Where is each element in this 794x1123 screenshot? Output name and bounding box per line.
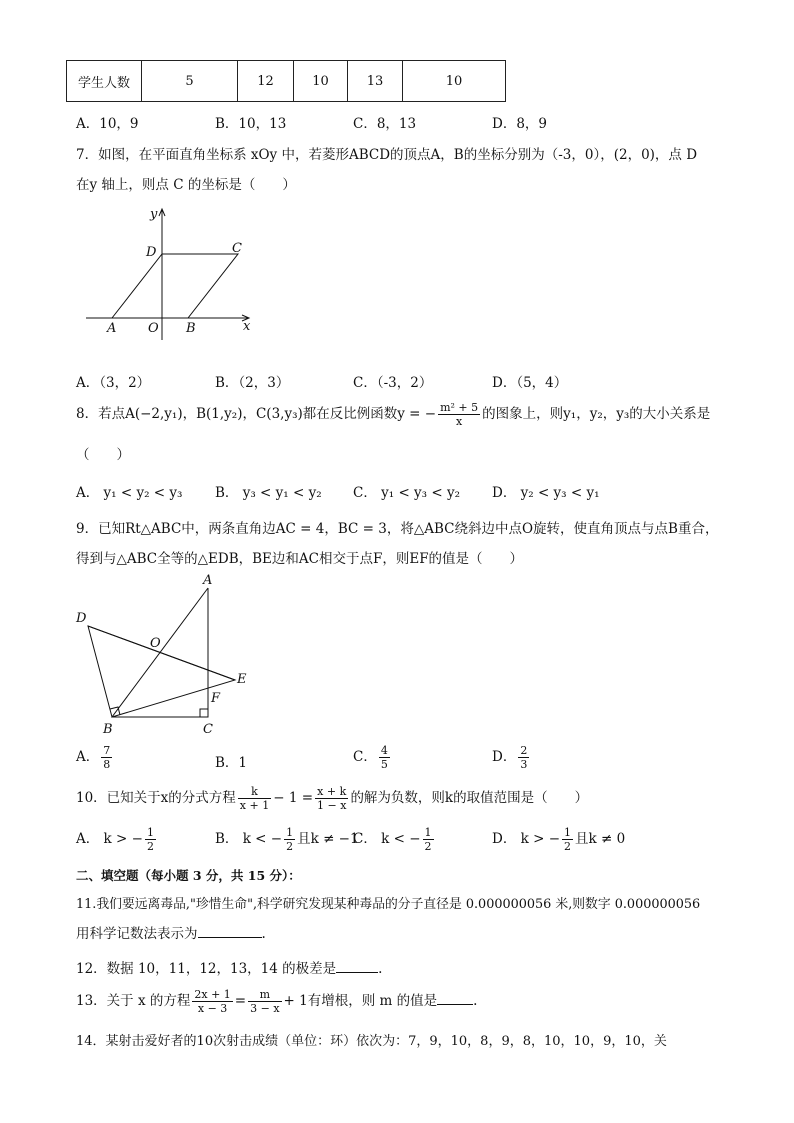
q11-answer-blank[interactable] [198, 925, 262, 938]
q12-answer-blank[interactable] [336, 960, 378, 973]
q9-option-d [492, 744, 531, 771]
q13-f2-num: m [248, 988, 281, 1002]
q10-opt-d-pre: D． k > − [492, 831, 561, 847]
label-b: B [186, 321, 196, 336]
label-a: A [107, 321, 117, 336]
q8-option-b: B． y₃ < y₁ < y₂ [215, 485, 322, 501]
q6-option-c: C．8，13 [353, 116, 417, 132]
label-d: D [146, 245, 157, 260]
right-angle-c [200, 709, 208, 717]
q10-option-c [353, 826, 436, 853]
q10-opt-b-post: 且k ≠ −1 [297, 831, 359, 847]
q10-option-d [492, 826, 625, 853]
q10-f2-den: 1 − x [317, 799, 347, 812]
q10-opt-d-den: 2 [564, 840, 572, 853]
q6-option-b: B．10，13 [215, 116, 287, 132]
q11-line1: 11.我们要远离毒品,"珍惜生命",科学研究发现某种毒品的分子直径是 0.000000056 米,则数字 0.000000056 [76, 897, 701, 912]
q7-option-d: D．（5，4） [492, 375, 568, 391]
section-title: 二、填空题（每小题 3 分，共 15 分）： [76, 868, 301, 883]
q13-pre: 13．关于 x 的方程 [76, 993, 191, 1009]
q12-line [76, 957, 382, 977]
q10-mid: − 1 = [273, 790, 314, 806]
label-b: B [103, 722, 113, 737]
q8-option-d: D． y₂ < y₃ < y₁ [492, 485, 600, 501]
q10-option-b [215, 826, 359, 853]
q10-option-a [76, 826, 158, 853]
q10-opt-a-den: 2 [146, 840, 154, 853]
q8-pre: 8．若点A(−2,y₁)，B(1,y₂)，C(3,y₃)都在反比例函数y = − [76, 406, 437, 422]
q9-line1: 9．已知Rt△ABC中，两条直角边AC = 4，BC = 3，将△ABC绕斜边中点O旋转，使直角顶点与点B重合， [76, 521, 719, 537]
q8-option-a: A． y₁ < y₂ < y₃ [76, 485, 183, 501]
q9-opt-c-den: 5 [380, 758, 388, 771]
q9-opt-d-num: 2 [520, 744, 528, 757]
table-row [67, 61, 506, 102]
q9-opt-c-num: 4 [380, 744, 388, 757]
q8-frac-den: x [456, 415, 463, 428]
q13-post: + 1有增根，则 m 的值是 [283, 993, 438, 1009]
q8-frac-num: m² + 5 [440, 401, 479, 414]
table-cell: 13 [348, 61, 403, 102]
q9-opt-a-den: 8 [103, 758, 111, 771]
q8-post: 的图象上，则y₁，y₂，y₃的大小关系是 [482, 406, 711, 422]
table-cell: 5 [142, 61, 238, 102]
q14-line: 14．某射击爱好者的10次射击成绩（单位：环）依次为：7，9，10，8，9，8，10，10，9，10，关 [76, 1034, 667, 1049]
q10-opt-d-num: 1 [564, 826, 572, 839]
q13-f1-den: x − 3 [197, 1002, 228, 1015]
q10-f1-den: x + 1 [239, 799, 270, 812]
q9-option-c [353, 744, 392, 771]
label-e: E [237, 672, 247, 687]
q10-opt-c-pre: C． k < − [353, 831, 421, 847]
q13-f2-den: 3 − x [250, 1002, 280, 1015]
table-cell: 10 [294, 61, 348, 102]
table-header-cell: 学生人数 [67, 61, 142, 102]
label-x: x [243, 319, 251, 334]
q12-end: . [378, 961, 383, 977]
q10-f2-num: x + k [315, 785, 348, 799]
q10-f1-num: k [238, 785, 271, 799]
q10-opt-d-post: 且k ≠ 0 [575, 831, 626, 847]
q8-line1 [76, 401, 710, 428]
segment-de [88, 626, 235, 680]
q7-figure [76, 200, 276, 350]
q8-line2: （ ） [76, 447, 130, 463]
q8-fraction [438, 401, 480, 428]
q7-line1: 7．如图，在平面直角坐标系 xOy 中，若菱形ABCD的顶点A，B的坐标分别为（-3，0），(2，0)，点 D [76, 147, 698, 163]
q6-option-d: D．8，9 [492, 116, 548, 132]
q13-end: . [473, 993, 478, 1009]
q10-post: 的解为负数，则k的取值范围是（ ） [350, 790, 589, 806]
label-c: C [203, 722, 213, 737]
q10-opt-c-den: 2 [424, 840, 432, 853]
q11-end: . [261, 926, 266, 942]
q9-option-a [76, 744, 114, 771]
q9-opt-c-label: C． [353, 749, 377, 765]
q7-line2: 在y 轴上，则点 C 的坐标是（ ） [76, 177, 296, 193]
q10-opt-c-num: 1 [424, 826, 432, 839]
q10-opt-b-den: 2 [286, 840, 294, 853]
q10-pre: 10．已知关于x的分式方程 [76, 790, 236, 806]
q9-opt-a-label: A． [76, 749, 100, 765]
q7-option-a: A．（3，2） [76, 375, 151, 391]
label-f: F [211, 691, 221, 706]
q10-opt-b-pre: B． k < − [215, 831, 283, 847]
label-a: A [203, 573, 213, 588]
q9-opt-d-den: 3 [520, 758, 528, 771]
q10-line1 [76, 785, 588, 812]
q11-line2 [76, 922, 266, 942]
label-y: y [150, 207, 158, 222]
q9-option-b: B．1 [215, 755, 248, 771]
q7-option-c: C．（-3，2） [353, 375, 433, 391]
q7-option-b: B．（2，3） [215, 375, 290, 391]
table-cell: 12 [238, 61, 294, 102]
q9-opt-d-label: D． [492, 749, 517, 765]
q10-opt-a-num: 1 [146, 826, 154, 839]
label-c: C [232, 241, 242, 256]
q6-option-a: A．10，9 [76, 116, 139, 132]
q9-line2: 得到与△ABC全等的△EDB，BE边和AC相交于点F，则EF的值是（ ） [76, 551, 524, 567]
label-o: O [148, 321, 159, 336]
q13-mid: = [234, 993, 247, 1009]
rhombus-abcd [112, 254, 238, 318]
q13-line [76, 988, 477, 1015]
table-cell: 10 [403, 61, 506, 102]
q8-option-c: C． y₁ < y₃ < y₂ [353, 485, 461, 501]
q11-text: 用科学记数法表示为 [76, 926, 198, 942]
q12-text: 12．数据 10，11，12，13，14 的极差是 [76, 961, 337, 977]
q9-opt-a-num: 7 [103, 744, 111, 757]
q13-f1-num: 2x + 1 [194, 988, 231, 1001]
q10-opt-a-pre: A． k > − [76, 831, 143, 847]
q9-figure [70, 570, 260, 740]
label-d: D [76, 611, 87, 626]
label-o: O [150, 636, 161, 651]
student-count-table [66, 60, 506, 102]
q10-opt-b-num: 1 [286, 826, 294, 839]
q13-answer-blank[interactable] [437, 992, 473, 1005]
